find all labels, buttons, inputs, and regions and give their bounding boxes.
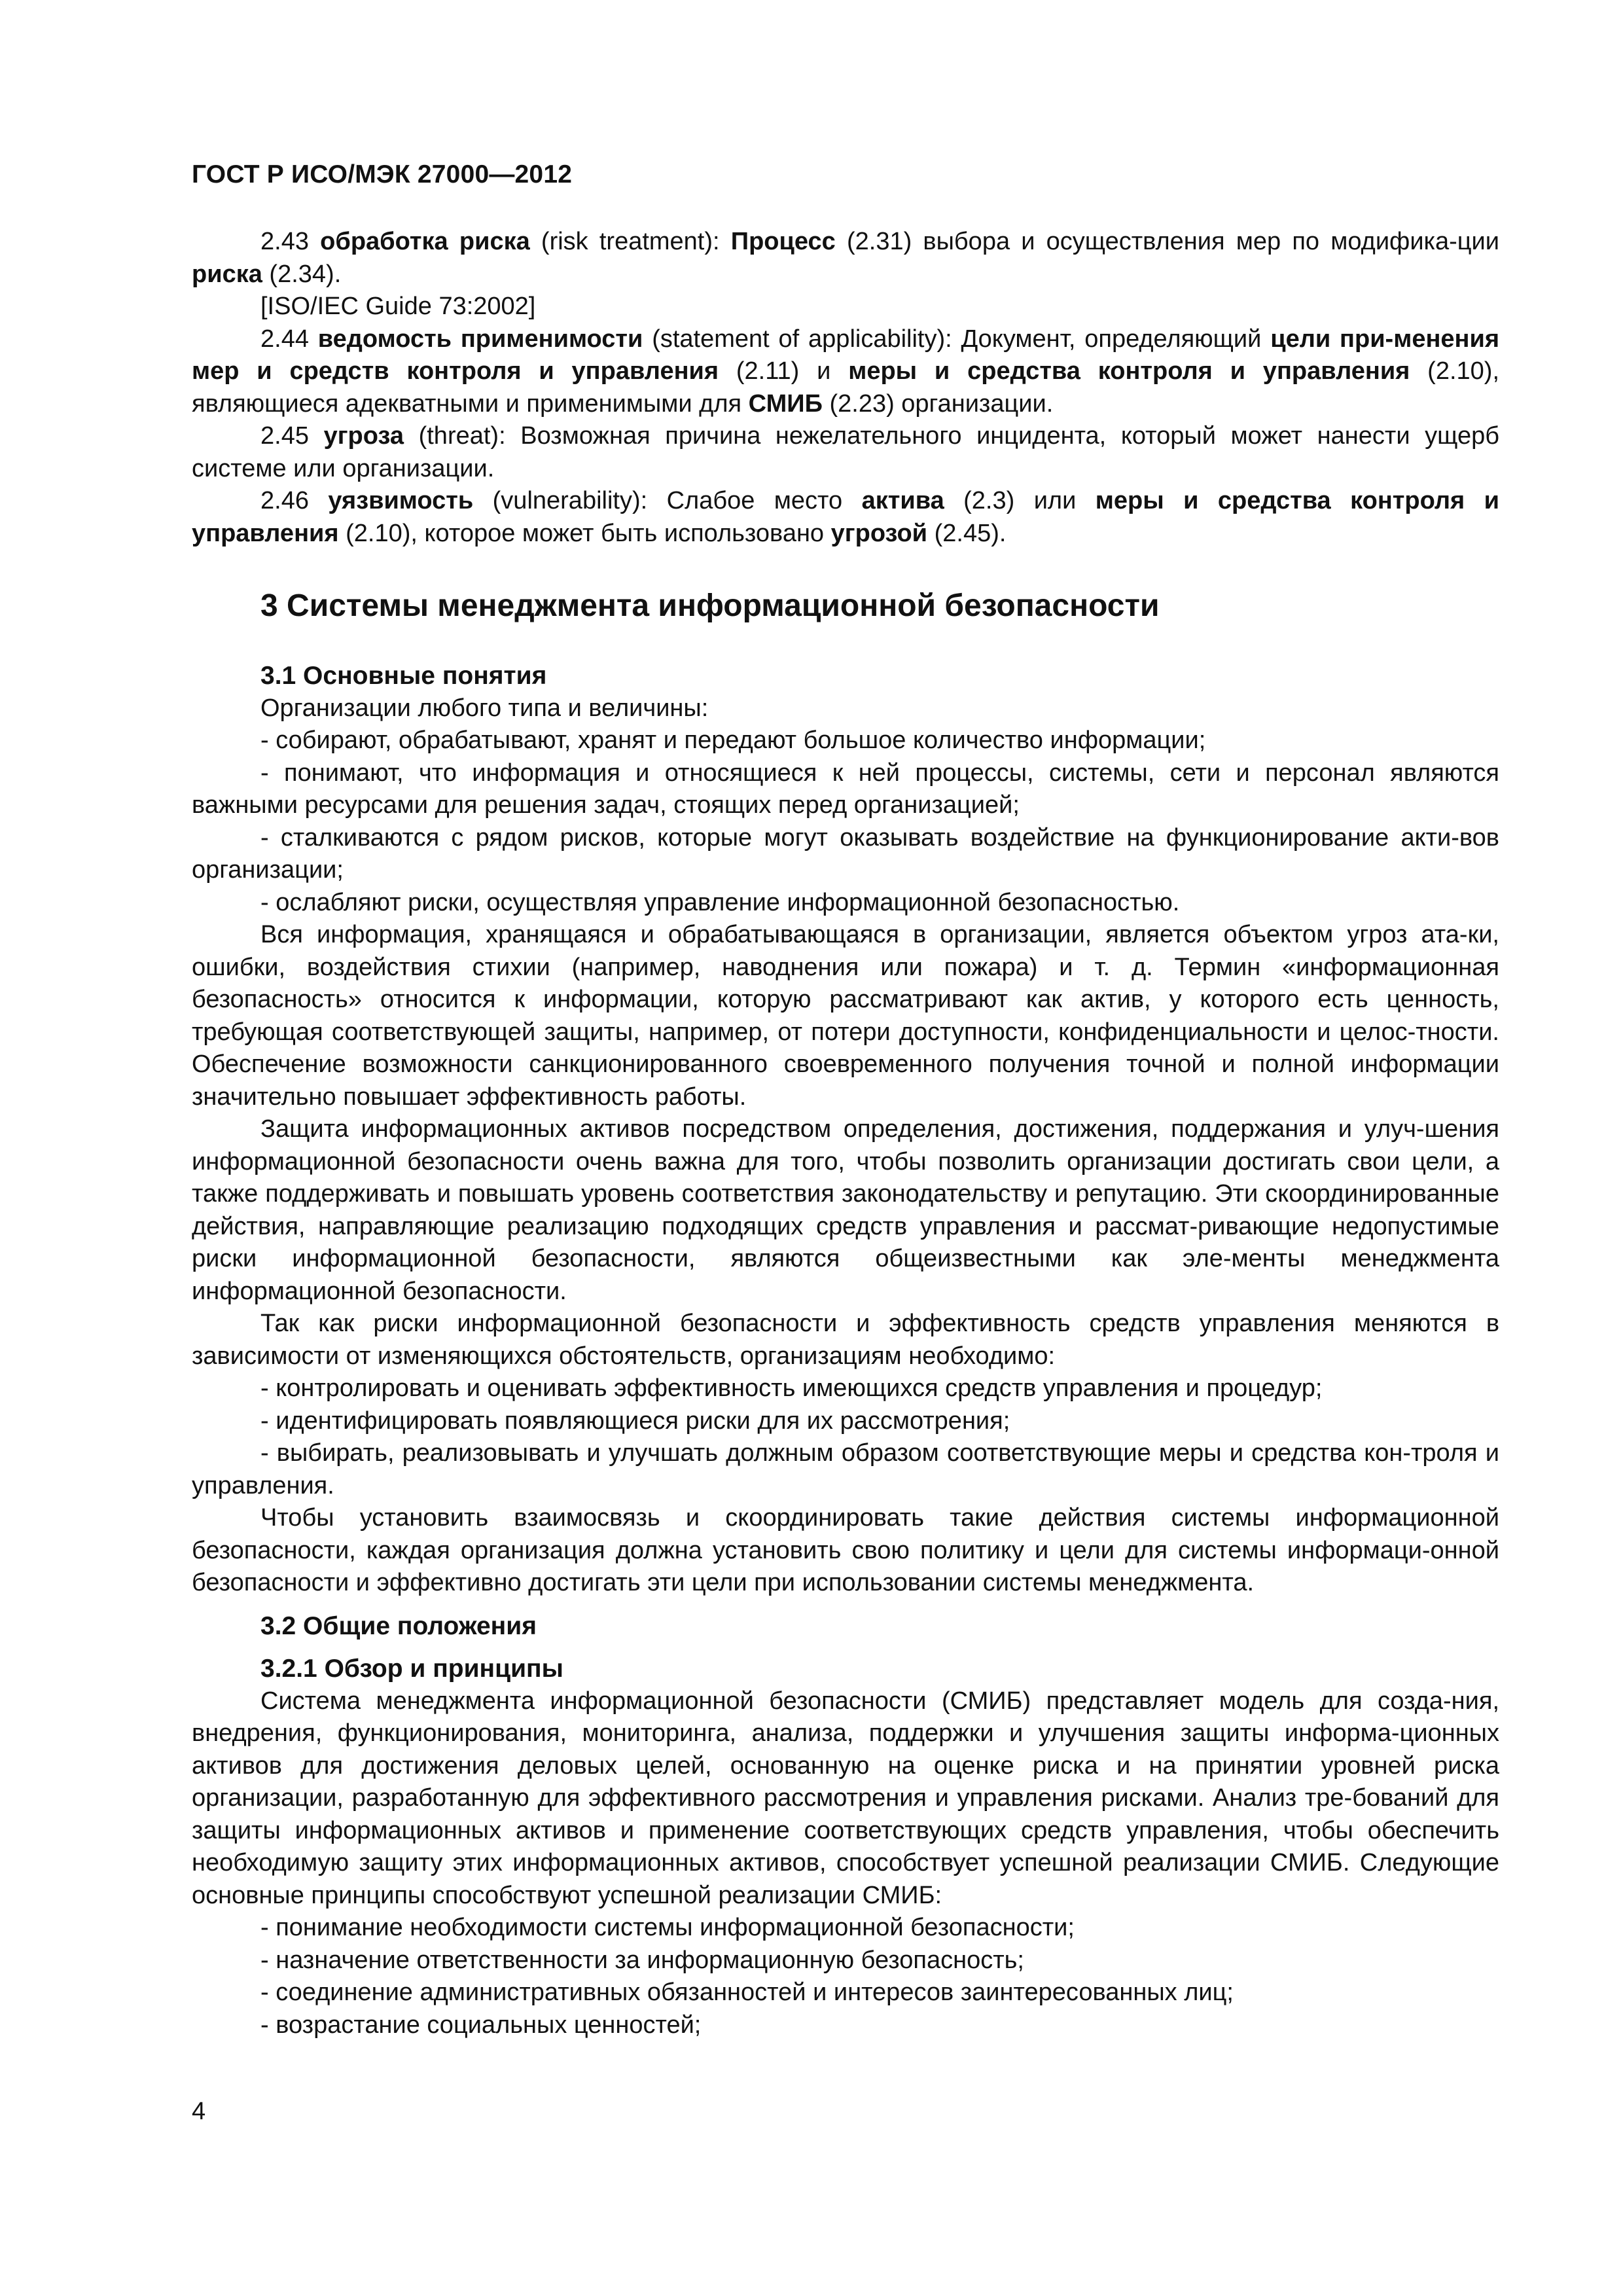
definition-text: (2.11) и: [736, 357, 831, 385]
definition-english: (vulnerability): Слабое место: [492, 487, 843, 514]
definition-text: (2.31) выбора и осуществления мер по модифика-ции: [846, 228, 1500, 255]
list-item: - возрастание социальных ценностей;: [260, 2011, 702, 2039]
list-item: - соединение административных обязанностей и интересов заинтересованных лиц;: [260, 1979, 1234, 2006]
list-item: - выбирать, реализовывать и улучшать должным образом соответствующие меры и средства кон-троля и управления.: [192, 1439, 1499, 1499]
definition-text: (2.23) организации.: [829, 389, 1054, 418]
term-reference: цели при-менения мер и средств контроля и управления: [192, 325, 1500, 385]
definition-2-45: [192, 420, 1499, 485]
paragraph: Система менеджмента информационной безопасности (СМИБ) представляет модель для созда-ния, внедрения, функционирования, мониторинга, анализа, поддержки и улучшения защиты информа-ционных активов для достижения деловых целей, основанную на оценке риска и на принятии уровней риска организации, разработанную для эффективного рассмотрения и управления рисками. Анализ тре-бований для защиты информационных активов и применение соответствующих средств управления, чтобы обеспечить необходимую защиту этих информационных активов, способствует успешной реализации СМИБ. Следующие основные принципы способствуют успешной реализации СМИБ:: [192, 1687, 1499, 1909]
term-reference: меры и средства контроля и управления: [848, 357, 1410, 385]
list-item: - сталкиваются с рядом рисков, которые могут оказывать воздействие на функционирование акти-вов организации;: [192, 823, 1499, 884]
term-reference: угрозой: [830, 519, 928, 547]
list-item: - понимание необходимости системы информационной безопасности;: [260, 1914, 1075, 1941]
definition-source: [ISO/IEC Guide 73:2002]: [260, 293, 536, 320]
list-item: - понимают, что информация и относящиеся к ней процессы, системы, сети и персонал являются важными ресурсами для решения задач, стоящих перед организацией;: [192, 759, 1499, 819]
definition-term: угроза: [323, 422, 404, 450]
document-body: [192, 226, 1499, 2041]
definition-english: (risk treatment):: [541, 228, 720, 255]
paragraph: Организации любого типа и величины:: [260, 694, 709, 722]
list-item: - ослабляют риски, осуществляя управление информационной безопасностью.: [260, 888, 1180, 916]
definition-text: (2.45).: [934, 519, 1007, 547]
definition-number: 2.43: [260, 228, 309, 255]
term-reference: риска: [192, 260, 262, 288]
definition-number: 2.44: [260, 325, 309, 353]
term-reference: меры и средства контроля и управления: [192, 487, 1499, 547]
term-reference: СМИБ: [748, 389, 823, 418]
list-item: - назначение ответственности за информационную безопасность;: [260, 1946, 1024, 1974]
definition-term: ведомость применимости: [317, 325, 643, 353]
paragraph: Так как риски информационной безопасности и эффективность средств управления меняются в зависимости от изменяющихся обстоятельств, организациям необходимо:: [192, 1310, 1499, 1370]
paragraph: Вся информация, хранящаяся и обрабатывающаяся в организации, является объектом угроз ата-ки, ошибки, воздействия стихии (например, наводнения или пожара) и т. д. Термин «информационная безопасность» относится к информации, которую рассматривают как актив, у которого есть ценность, требующая соответствующей защиты, например, от потери доступности, конфиденциальности и целос-тности. Обеспечение возможности санкционированного своевременного получения точной и полной информации значительно повышает эффективность работы.: [192, 921, 1499, 1111]
list-item: - идентифицировать появляющиеся риски для их рассмотрения;: [260, 1407, 1010, 1435]
section-heading: 3 Системы менеджмента информационной безопасности: [260, 588, 1160, 623]
definition-2-44: [192, 323, 1499, 421]
definition-number: 2.46: [260, 487, 309, 514]
subsection-heading: 3.1 Основные понятия: [260, 662, 547, 690]
definition-term: уязвимость: [328, 487, 474, 514]
definition-text: (2.10), которое может быть использовано: [346, 519, 825, 547]
definition-english: (threat): Возможная причина нежелательного инцидента, который может нанести ущерб системе или организации.: [192, 422, 1500, 482]
definition-2-46: [192, 485, 1499, 550]
page-header-standard-id: ГОСТ Р ИСО/МЭК 27000—2012: [192, 160, 573, 188]
paragraph: Чтобы установить взаимосвязь и скоординировать такие действия системы информационной безопасности, каждая организация должна установить свою политику и цели для системы информаци-онной безопасности и эффективно достигать эти цели при использовании системы менеджмента.: [192, 1504, 1499, 1596]
definition-text: (2.10), являющиеся адекватными и применимыми для: [192, 357, 1499, 418]
list-item: - собирают, обрабатывают, хранят и передают большое количество информации;: [260, 726, 1206, 754]
term-reference: Процесс: [730, 228, 836, 255]
definition-term: обработка риска: [320, 228, 530, 255]
definition-number: 2.45: [260, 422, 309, 450]
definition-2-43: [192, 226, 1499, 291]
paragraph: Защита информационных активов посредством определения, достижения, поддержания и улуч-шения информационной безопасности очень важна для того, чтобы позволить организации достигать свои цели, а также поддерживать и повышать уровень соответствия законодательству и репутацию. Эти скоординированные действия, направляющие реализацию подходящих средств управления и рассмат-ривающие недопустимые риски информационной безопасности, являются общеизвестными как эле-менты менеджмента информационной безопасности.: [192, 1115, 1499, 1305]
subsection-heading: 3.2 Общие положения: [260, 1611, 537, 1640]
definition-english: (statement of applicability): Документ, определяющий: [652, 325, 1262, 353]
definition-text: (2.3) или: [963, 487, 1077, 514]
subsubsection-heading: 3.2.1 Обзор и принципы: [260, 1655, 563, 1683]
page-number: 4: [192, 2098, 206, 2125]
definition-text: (2.34).: [269, 260, 342, 288]
term-reference: актива: [861, 487, 944, 514]
list-item: - контролировать и оценивать эффективность имеющихся средств управления и процедур;: [260, 1374, 1323, 1402]
